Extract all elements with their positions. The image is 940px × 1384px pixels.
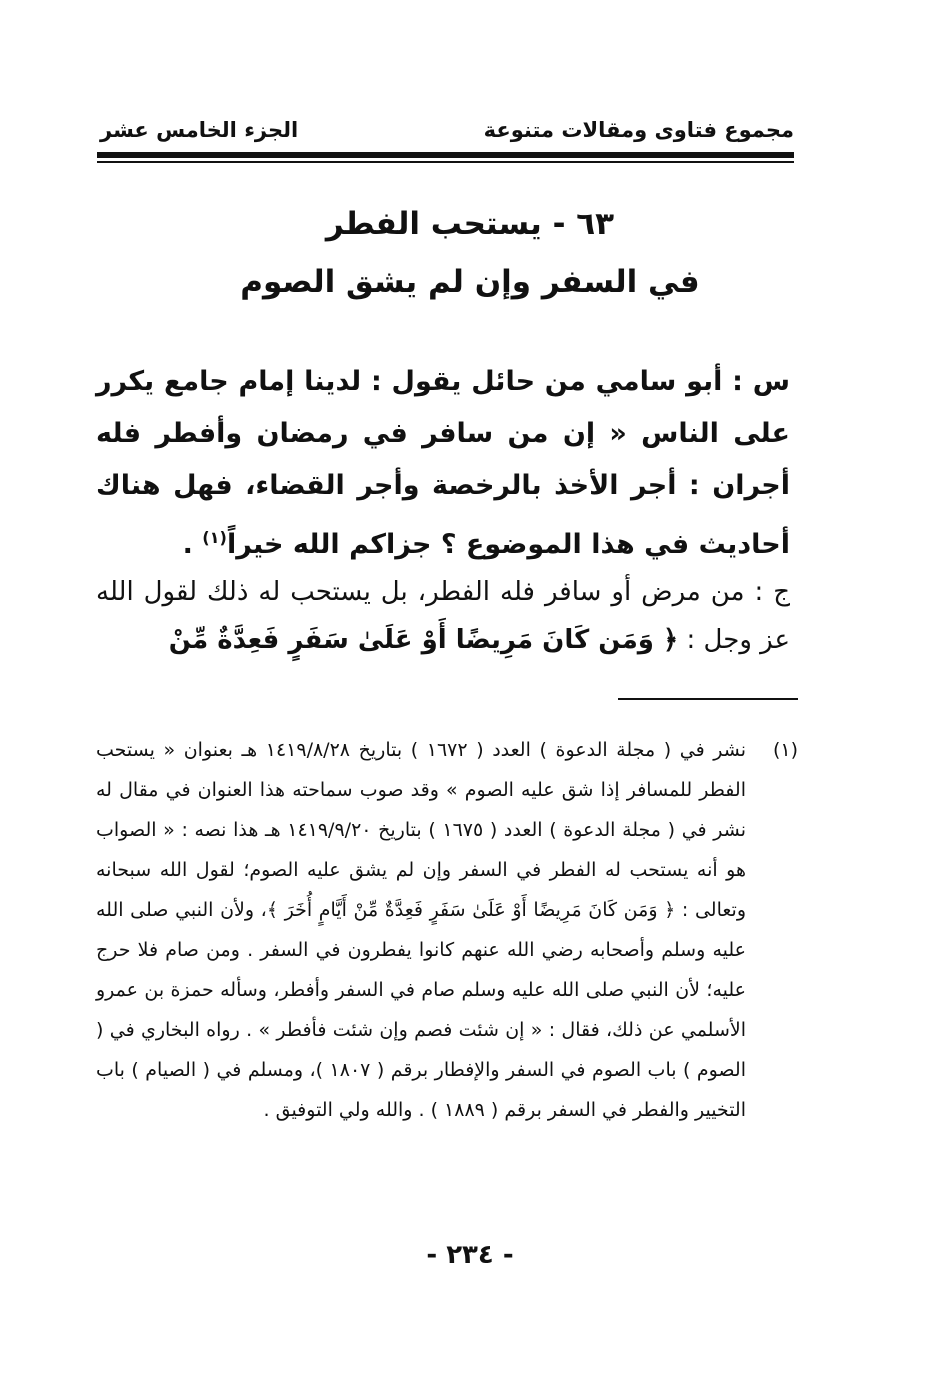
volume-label: الجزء الخامس عشر <box>100 118 299 142</box>
header-rule-thick <box>97 152 794 158</box>
footnote-number: (١) <box>772 739 798 761</box>
quran-verse: ﴿ وَمَن كَانَ مَرِيضًا أَوْ عَلَىٰ سَفَرٍ فَعِدَّةٌ مِّنْ <box>168 625 679 655</box>
question-block <box>96 356 790 571</box>
question-end: . <box>182 529 193 560</box>
page-number: - ٢٣٤ - <box>426 1240 514 1270</box>
answer-text: ج : من مرض أو سافر فله الفطر، بل يستحب له ذلك لقول الله عز وجل : <box>96 577 790 655</box>
article-title-line2: في السفر وإن لم يشق الصوم <box>240 264 700 300</box>
footnote-text: نشر في ( مجلة الدعوة ) العدد ( ١٦٧٢ ) بتاريخ ١٤١٩/٨/٢٨ هـ بعنوان « يستحب الفطر للمسافر إذا شق عليه الصوم » وقد صوب سماحته هذا العنوان في مقال له نشر في ( مجلة الدعوة ) العدد ( ١٦٧٥ ) بتاريخ ١٤١٩/٩/٢٠ هـ هذا نصه : « الصواب هو أنه يستحب له الفطر في السفر وإن لم يشق عليه الصوم؛ لقول الله سبحانه وتعالى : ﴿ وَمَن كَانَ مَرِيضًا أَوْ عَلَىٰ سَفَرٍ فَعِدَّةٌ مِّنْ أَيَّامٍ أُخَرَ ﴾، ولأن النبي صلى الله عليه وسلم وأصحابه رضي الله عنهم كانوا يفطرون في السفر . ومن صام فلا حرج عليه؛ لأن النبي صلى الله عليه وسلم صام في السفر وأفطر، وسأله حمزة بن عمرو الأسلمي عن ذلك، فقال : « إن شئت فصم وإن شئت فأفطر » . رواه البخاري في ( الصوم ) باب الصوم في السفر والإفطار برقم ( ١٨٠٧ )، ومسلم في ( الصيام ) باب التخيير والفطر في السفر برقم ( ١٨٨٩ ) . والله ولي التوفيق . <box>96 739 747 1121</box>
footnote <box>96 730 798 1130</box>
article-title-line1: ٦٣ - يستحب الفطر <box>325 206 615 242</box>
article-title <box>150 195 790 311</box>
footnote-separator <box>618 698 798 700</box>
footnote-reference[interactable]: (١) <box>202 528 227 547</box>
header-rule-thin <box>97 161 794 163</box>
answer-block <box>96 568 790 664</box>
question-text: س : أبو سامي من حائل يقول : لدينا إمام جامع يكرر على الناس « إن من سافر في رمضان وأفطر فله أجران : أجر الأخذ بالرخصة وأجر القضاء، فهل هناك أحاديث في هذا الموضوع ؟ جزاكم الله خيراً <box>96 366 790 560</box>
book-title: مجموع فتاوى ومقالات متنوعة <box>483 118 794 142</box>
running-header <box>100 112 794 148</box>
